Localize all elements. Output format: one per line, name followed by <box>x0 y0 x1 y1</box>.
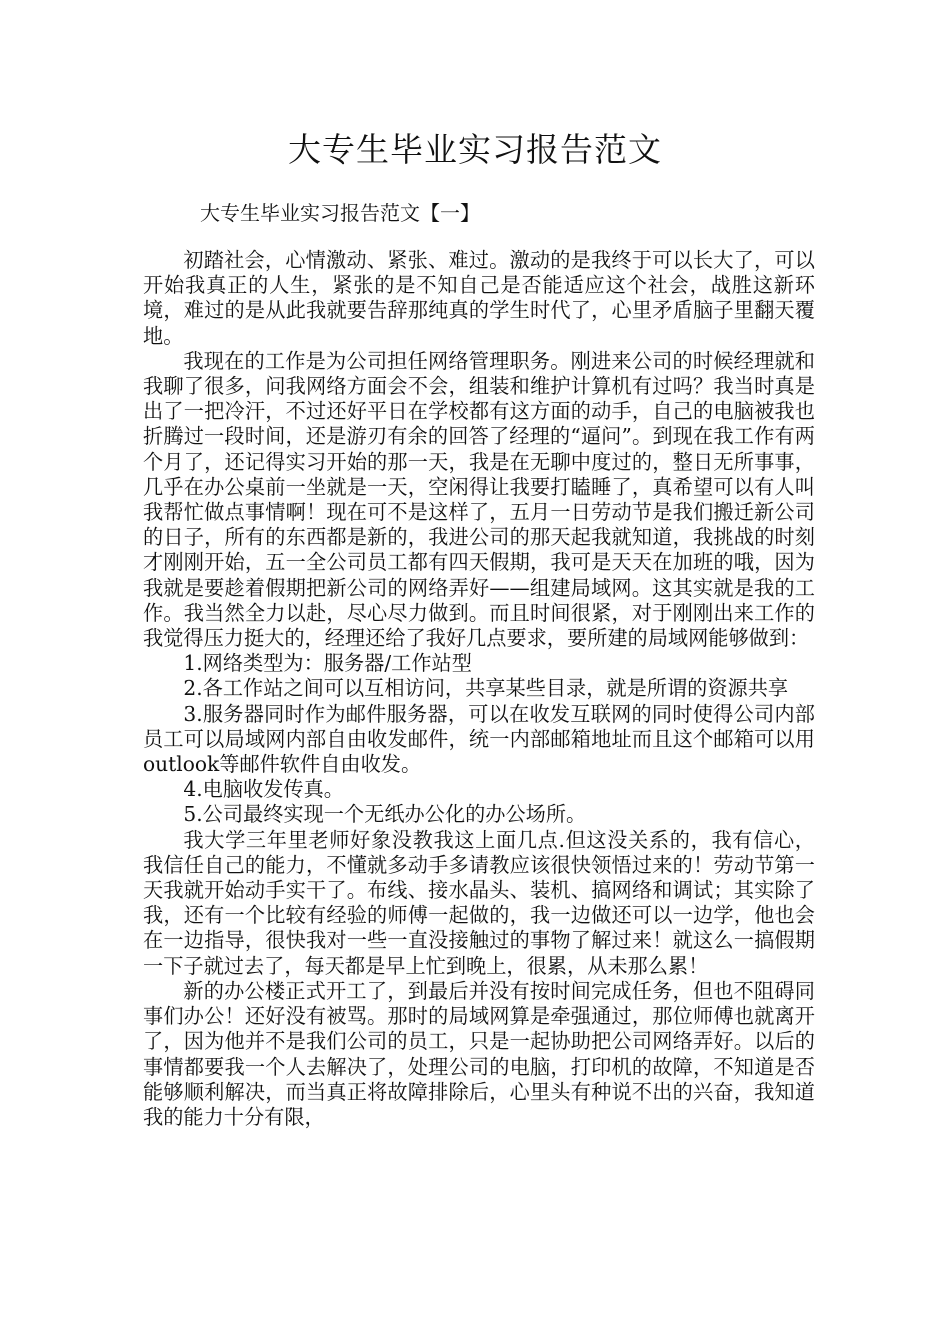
paragraph-intro: 初踏社会，心情激动、紧张、难过。激动的是我终于可以长大了，可以开始我真正的人生，紧张的是不知自己是否能适应这个社会，战胜这新环境，难过的是从此我就要告辞那纯真的学生时代了，心里矛盾脑子里翻天覆地。 <box>143 248 815 348</box>
paragraph-learning: 我大学三年里老师好象没教我这上面几点.但这没关系的，我有信心，我信任自己的能力，不懂就多动手多请教应该很快领悟过来的！劳动节第一天我就开始动手实干了。布线、接水晶头、装机、搞网络和调试；其实除了我，还有一个比较有经验的师傅一起做的，我一边做还可以一边学，他也会在一边指导，很快我对一些一直没接触过的事物了解过来！就这么一搞假期一下子就过去了，每天都是早上忙到晚上，很累，从未那么累！ <box>143 827 815 978</box>
paragraph-job: 我现在的工作是为公司担任网络管理职务。刚进来公司的时候经理就和我聊了很多，问我网络方面会不会，组装和维护计算机有过吗？我当时真是出了一把冷汗，不过还好平日在学校都有这方面的动手，自己的电脑被我也折腾过一段时间，还是游刃有余的回答了经理的“逼问”。到现在我工作有两个月了，还记得实习开始的那一天，我是在无聊中度过的，整日无所事事，几乎在办公桌前一坐就是一天，空闲得让我要打瞌睡了，真希望可以有人叫我帮忙做点事情啊！现在可不是这样了，五月一日劳动节是我们搬迁新公司的日子，所有的东西都是新的，我进公司的那天起我就知道，我挑战的时刻才刚刚开始，五一全公司员工都有四天假期，我可是天天在加班的哦，因为我就是要趁着假期把新公司的网络弄好——组建局域网。这其实就是我的工作。我当然全力以赴，尽心尽力做到。而且时间很紧，对于刚刚出来工作的我觉得压力挺大的，经理还给了我好几点要求，要所建的局域网能够做到： <box>143 348 815 651</box>
list-item-requirement-2: 2.各工作站之间可以互相访问，共享某些目录，就是所谓的资源共享 <box>183 676 789 701</box>
document-body <box>143 248 815 1130</box>
paragraph-new-office: 新的办公楼正式开工了，到最后并没有按时间完成任务，但也不阻碍同事们办公！还好没有被骂。那时的局域网算是牵强通过，那位师傅也就离开了，因为他并不是我们公司的员工，只是一起协助把公司网络弄好。以后的事情都要我一个人去解决了，处理公司的电脑，打印机的故障，不知道是否能够顺利解决，而当真正将故障排除后，心里头有种说不出的兴奋，我知道我的能力十分有限， <box>143 978 815 1129</box>
list-item-requirement-3: 3.服务器同时作为邮件服务器，可以在收发互联网的同时使得公司内部员工可以局域网内部自由收发邮件，统一内部邮箱地址而且这个邮箱可以用outlook等邮件软件自由收发。 <box>143 701 815 777</box>
list-item-requirement-5: 5.公司最终实现一个无纸办公化的办公场所。 <box>183 802 587 827</box>
list-item-requirement-4: 4.电脑收发传真。 <box>183 777 344 802</box>
list-item-requirement-1: 1.网络类型为：服务器/工作站型 <box>183 651 472 676</box>
document-title: 大专生毕业实习报告范文 <box>288 130 662 169</box>
section-heading: 大专生毕业实习报告范文【一】 <box>200 201 480 225</box>
